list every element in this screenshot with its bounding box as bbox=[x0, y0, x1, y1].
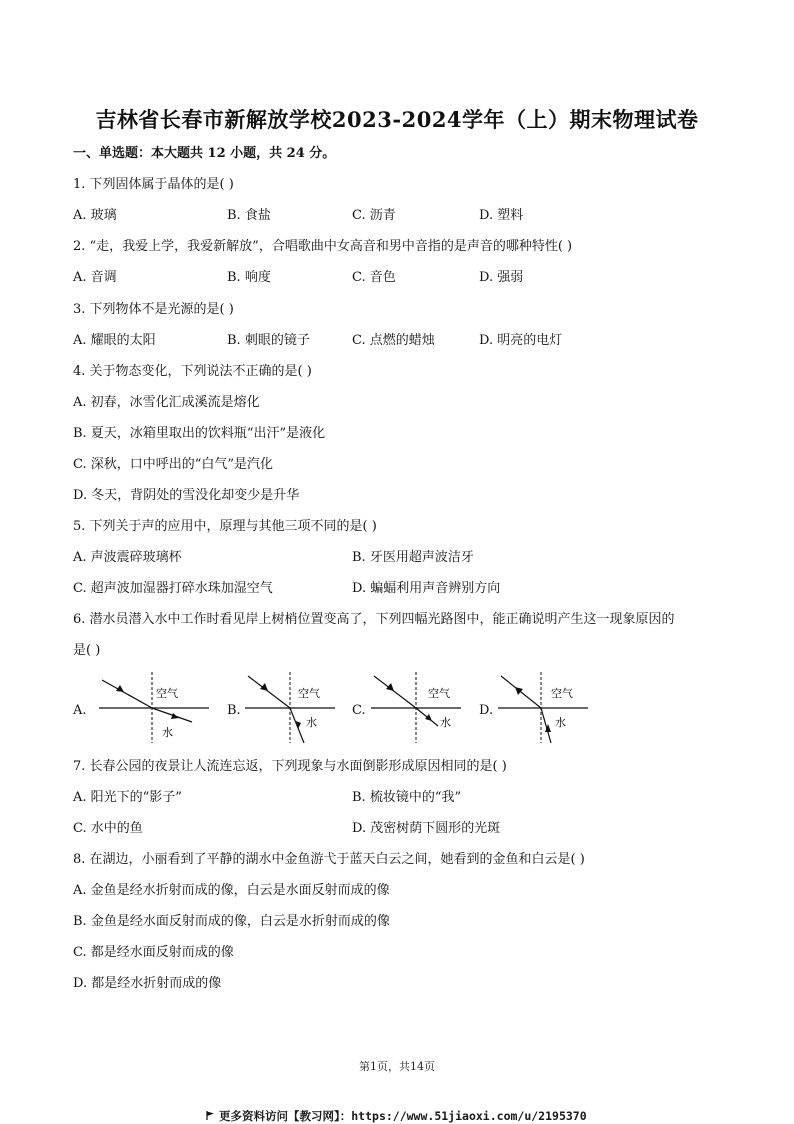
q4-option-d: D. 冬天，背阴处的雪没化却变少是升华 bbox=[73, 488, 300, 503]
resource-link-text[interactable]: 更多资料访问【教习网】：https://www.51jiaoxi.com/u/2195370 bbox=[219, 1109, 587, 1123]
q1-option-a: A. 玻璃 bbox=[73, 208, 117, 223]
q6-diagram-d bbox=[493, 670, 593, 745]
q7-option-c: C. 水中的鱼 bbox=[73, 821, 143, 836]
exam-title: 吉林省长春市新解放学校2023-2024学年（上）期末物理试卷 bbox=[95, 107, 699, 132]
q6-option-d: D. bbox=[479, 703, 494, 718]
page-number: 第1页，共14页 bbox=[359, 1060, 435, 1073]
q2-option-c: C. 音色 bbox=[352, 270, 396, 285]
q6d-water-label: 水 bbox=[555, 716, 566, 729]
question-6-stem: 6. 潜水员潜入水中工作时看见岸上树梢位置变高了，下列四幅光路图中，能正确说明产生这一现象原因的 bbox=[73, 612, 675, 627]
resource-link[interactable] bbox=[206, 1108, 587, 1124]
q5-option-a: A. 声波震碎玻璃杯 bbox=[73, 550, 182, 565]
q6-option-a: A. bbox=[73, 703, 87, 718]
question-1-stem: 1. 下列固体属于晶体的是( ) bbox=[73, 177, 234, 192]
q8-option-d: D. 都是经水折射而成的像 bbox=[73, 976, 222, 991]
q2-option-a: A. 音调 bbox=[73, 270, 117, 285]
question-8-stem: 8. 在湖边，小丽看到了平静的湖水中金鱼游弋于蓝天白云之间，她看到的金鱼和白云是( ) bbox=[73, 852, 585, 867]
q8-option-b: B. 金鱼是经水面反射而成的像，白云是水折射而成的像 bbox=[73, 914, 390, 929]
q1-option-c: C. 沥青 bbox=[352, 208, 396, 223]
q8-option-a: A. 金鱼是经水折射而成的像，白云是水面反射而成的像 bbox=[73, 883, 390, 898]
q3-option-b: B. 刺眼的镜子 bbox=[227, 333, 310, 348]
q4-option-a: A. 初春，冰雪化汇成溪流是熔化 bbox=[73, 395, 260, 410]
section-heading: 一、单选题：本大题共 12 小题，共 24 分。 bbox=[73, 146, 336, 161]
question-3-stem: 3. 下列物体不是光源的是( ) bbox=[73, 302, 234, 317]
q3-option-a: A. 耀眼的太阳 bbox=[73, 333, 156, 348]
q6b-water-label: 水 bbox=[306, 716, 317, 729]
question-4-stem: 4. 关于物态变化，下列说法不正确的是( ) bbox=[73, 364, 312, 379]
q6c-water-label: 水 bbox=[440, 716, 451, 729]
q6c-air-label: 空气 bbox=[428, 687, 450, 700]
q6-option-c: C. bbox=[352, 703, 366, 718]
q1-option-d: D. 塑料 bbox=[479, 208, 524, 223]
q4-option-b: B. 夏天，冰箱里取出的饮料瓶“出汗”是液化 bbox=[73, 426, 326, 441]
question-7-stem: 7. 长春公园的夜景让人流连忘返，下列现象与水面倒影形成原因相同的是( ) bbox=[73, 759, 507, 774]
q7-option-a: A. 阳光下的“影子” bbox=[73, 790, 182, 805]
q1-option-b: B. 食盐 bbox=[227, 208, 271, 223]
q7-option-b: B. 梳妆镜中的“我” bbox=[352, 790, 462, 805]
q7-option-d: D. 茂密树荫下圆形的光斑 bbox=[352, 821, 501, 836]
question-2-stem: 2. “走，我爱上学，我爱新解放”，合唱歌曲中女高音和男中音指的是声音的哪种特性( ) bbox=[73, 239, 573, 254]
q5-option-b: B. 牙医用超声波洁牙 bbox=[352, 550, 474, 565]
q2-option-b: B. 响度 bbox=[227, 270, 271, 285]
q5-option-d: D. 蝙蝠利用声音辨别方向 bbox=[352, 581, 501, 596]
flag-icon bbox=[206, 1111, 215, 1120]
q8-option-c: C. 都是经水面反射而成的像 bbox=[73, 945, 234, 960]
q2-option-d: D. 强弱 bbox=[479, 270, 524, 285]
q6b-air-label: 空气 bbox=[298, 687, 320, 700]
q5-option-c: C. 超声波加湿器打碎水珠加湿空气 bbox=[73, 581, 273, 596]
q6a-air-label: 空气 bbox=[156, 687, 178, 700]
q6-option-b: B. bbox=[227, 703, 241, 718]
q4-option-c: C. 深秋，口中呼出的“白气”是汽化 bbox=[73, 457, 274, 472]
q6a-water-label: 水 bbox=[162, 726, 173, 739]
q6-diagram-c bbox=[366, 670, 466, 745]
question-5-stem: 5. 下列关于声的应用中，原理与其他三项不同的是( ) bbox=[73, 519, 377, 534]
q3-option-c: C. 点燃的蜡烛 bbox=[352, 333, 435, 348]
q6d-air-label: 空气 bbox=[551, 687, 573, 700]
question-6-stem-continued: 是( ) bbox=[73, 643, 101, 658]
q6-diagram-b bbox=[240, 670, 340, 745]
q3-option-d: D. 明亮的电灯 bbox=[479, 333, 563, 348]
q6-diagram-a bbox=[94, 670, 214, 745]
